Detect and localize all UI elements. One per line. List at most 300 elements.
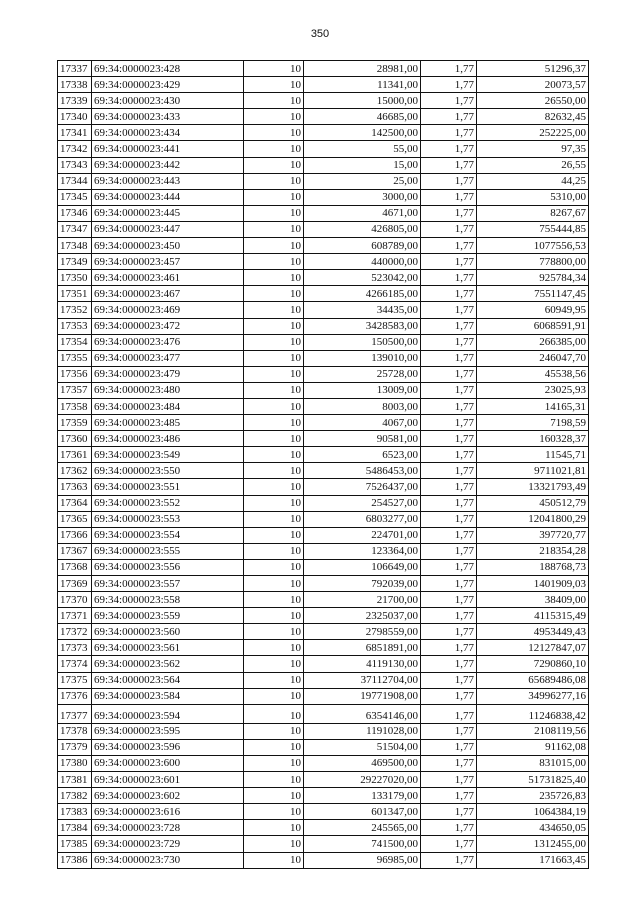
value-cell: 450512,79	[477, 495, 589, 511]
cadastral-number-cell: 69:34:0000023:560	[92, 624, 244, 640]
category-code-cell: 10	[244, 141, 304, 157]
coefficient-cell: 1,77	[421, 559, 477, 575]
row-number-cell: 17362	[58, 463, 92, 479]
area-cell: 6803277,00	[304, 511, 421, 527]
area-cell: 224701,00	[304, 527, 421, 543]
row-number-cell: 17347	[58, 221, 92, 237]
row-number-cell: 17344	[58, 173, 92, 189]
row-number-cell: 17349	[58, 254, 92, 270]
row-number-cell: 17346	[58, 205, 92, 221]
coefficient-cell: 1,77	[421, 479, 477, 495]
table-row	[58, 463, 589, 479]
value-cell: 246047,70	[477, 350, 589, 366]
category-code-cell: 10	[244, 656, 304, 672]
row-number-cell: 17383	[58, 804, 92, 820]
category-code-cell: 10	[244, 447, 304, 463]
area-cell: 254527,00	[304, 495, 421, 511]
coefficient-cell: 1,77	[421, 366, 477, 382]
coefficient-cell: 1,77	[421, 189, 477, 205]
area-cell: 7526437,00	[304, 479, 421, 495]
cadastral-number-cell: 69:34:0000023:558	[92, 592, 244, 608]
table-row	[58, 77, 589, 93]
category-code-cell: 10	[244, 608, 304, 624]
cadastral-number-cell: 69:34:0000023:479	[92, 366, 244, 382]
value-cell: 160328,37	[477, 431, 589, 447]
category-code-cell: 10	[244, 804, 304, 820]
coefficient-cell: 1,77	[421, 93, 477, 109]
area-cell: 601347,00	[304, 804, 421, 820]
value-cell: 38409,00	[477, 592, 589, 608]
cadastral-number-cell: 69:34:0000023:554	[92, 527, 244, 543]
area-cell: 440000,00	[304, 254, 421, 270]
value-cell: 1064384,19	[477, 804, 589, 820]
row-number-cell: 17367	[58, 543, 92, 559]
page-number: 350	[310, 28, 330, 40]
row-number-cell: 17376	[58, 688, 92, 704]
area-cell: 523042,00	[304, 270, 421, 286]
coefficient-cell: 1,77	[421, 495, 477, 511]
coefficient-cell: 1,77	[421, 511, 477, 527]
area-cell: 90581,00	[304, 431, 421, 447]
table-row	[58, 559, 589, 575]
coefficient-cell: 1,77	[421, 415, 477, 431]
value-cell: 7290860,10	[477, 656, 589, 672]
row-number-cell: 17356	[58, 366, 92, 382]
area-cell: 3428583,00	[304, 318, 421, 334]
value-cell: 1401909,03	[477, 576, 589, 592]
row-number-cell: 17374	[58, 656, 92, 672]
value-cell: 2108119,56	[477, 723, 589, 739]
coefficient-cell: 1,77	[421, 739, 477, 755]
area-cell: 792039,00	[304, 576, 421, 592]
coefficient-cell: 1,77	[421, 543, 477, 559]
coefficient-cell: 1,77	[421, 576, 477, 592]
coefficient-cell: 1,77	[421, 205, 477, 221]
category-code-cell: 10	[244, 398, 304, 414]
category-code-cell: 10	[244, 739, 304, 755]
area-cell: 28981,00	[304, 61, 421, 77]
area-cell: 96985,00	[304, 852, 421, 868]
area-cell: 37112704,00	[304, 672, 421, 688]
value-cell: 60949,95	[477, 302, 589, 318]
table-row	[58, 788, 589, 804]
table-row	[58, 157, 589, 173]
category-code-cell: 10	[244, 463, 304, 479]
value-cell: 11246838,42	[477, 704, 589, 723]
cadastral-number-cell: 69:34:0000023:562	[92, 656, 244, 672]
area-cell: 106649,00	[304, 559, 421, 575]
table-row	[58, 688, 589, 704]
value-cell: 831015,00	[477, 755, 589, 771]
row-number-cell: 17339	[58, 93, 92, 109]
row-number-cell: 17377	[58, 704, 92, 723]
value-cell: 51731825,40	[477, 772, 589, 788]
value-cell: 14165,31	[477, 398, 589, 414]
value-cell: 1077556,53	[477, 238, 589, 254]
table-row	[58, 739, 589, 755]
category-code-cell: 10	[244, 254, 304, 270]
area-cell: 741500,00	[304, 836, 421, 852]
value-cell: 1312455,00	[477, 836, 589, 852]
cadastral-number-cell: 69:34:0000023:484	[92, 398, 244, 414]
table-row	[58, 382, 589, 398]
table-row	[58, 592, 589, 608]
table-row	[58, 723, 589, 739]
area-cell: 123364,00	[304, 543, 421, 559]
table-row	[58, 109, 589, 125]
coefficient-cell: 1,77	[421, 157, 477, 173]
area-cell: 245565,00	[304, 820, 421, 836]
category-code-cell: 10	[244, 382, 304, 398]
coefficient-cell: 1,77	[421, 447, 477, 463]
value-cell: 51296,37	[477, 61, 589, 77]
cadastral-number-cell: 69:34:0000023:596	[92, 739, 244, 755]
area-cell: 4119130,00	[304, 656, 421, 672]
value-cell: 20073,57	[477, 77, 589, 93]
category-code-cell: 10	[244, 302, 304, 318]
area-cell: 426805,00	[304, 221, 421, 237]
coefficient-cell: 1,77	[421, 350, 477, 366]
category-code-cell: 10	[244, 270, 304, 286]
coefficient-cell: 1,77	[421, 608, 477, 624]
row-number-cell: 17352	[58, 302, 92, 318]
coefficient-cell: 1,77	[421, 109, 477, 125]
coefficient-cell: 1,77	[421, 723, 477, 739]
cadastral-number-cell: 69:34:0000023:443	[92, 173, 244, 189]
row-number-cell: 17368	[58, 559, 92, 575]
value-cell: 9711021,81	[477, 463, 589, 479]
cadastral-number-cell: 69:34:0000023:477	[92, 350, 244, 366]
table-row	[58, 125, 589, 141]
coefficient-cell: 1,77	[421, 125, 477, 141]
area-cell: 46685,00	[304, 109, 421, 125]
value-cell: 188768,73	[477, 559, 589, 575]
area-cell: 55,00	[304, 141, 421, 157]
area-cell: 4266185,00	[304, 286, 421, 302]
table-row	[58, 656, 589, 672]
category-code-cell: 10	[244, 173, 304, 189]
table-row	[58, 366, 589, 382]
cadastral-number-cell: 69:34:0000023:616	[92, 804, 244, 820]
coefficient-cell: 1,77	[421, 254, 477, 270]
category-code-cell: 10	[244, 772, 304, 788]
category-code-cell: 10	[244, 318, 304, 334]
row-number-cell: 17342	[58, 141, 92, 157]
area-cell: 25,00	[304, 173, 421, 189]
row-number-cell: 17343	[58, 157, 92, 173]
coefficient-cell: 1,77	[421, 640, 477, 656]
coefficient-cell: 1,77	[421, 286, 477, 302]
cadastral-number-cell: 69:34:0000023:450	[92, 238, 244, 254]
coefficient-cell: 1,77	[421, 431, 477, 447]
cadastral-number-cell: 69:34:0000023:434	[92, 125, 244, 141]
coefficient-cell: 1,77	[421, 527, 477, 543]
cadastral-number-cell: 69:34:0000023:729	[92, 836, 244, 852]
category-code-cell: 10	[244, 688, 304, 704]
table-row	[58, 302, 589, 318]
area-cell: 19771908,00	[304, 688, 421, 704]
value-cell: 97,35	[477, 141, 589, 157]
coefficient-cell: 1,77	[421, 592, 477, 608]
row-number-cell: 17366	[58, 527, 92, 543]
table-row	[58, 318, 589, 334]
coefficient-cell: 1,77	[421, 836, 477, 852]
value-cell: 266385,00	[477, 334, 589, 350]
cadastral-number-cell: 69:34:0000023:447	[92, 221, 244, 237]
cadastral-number-cell: 69:34:0000023:550	[92, 463, 244, 479]
table-row	[58, 238, 589, 254]
row-number-cell: 17359	[58, 415, 92, 431]
category-code-cell: 10	[244, 366, 304, 382]
cadastral-number-cell: 69:34:0000023:551	[92, 479, 244, 495]
row-number-cell: 17381	[58, 772, 92, 788]
category-code-cell: 10	[244, 755, 304, 771]
cadastral-number-cell: 69:34:0000023:430	[92, 93, 244, 109]
value-cell: 755444,85	[477, 221, 589, 237]
value-cell: 778800,00	[477, 254, 589, 270]
row-number-cell: 17373	[58, 640, 92, 656]
row-number-cell: 17350	[58, 270, 92, 286]
area-cell: 11341,00	[304, 77, 421, 93]
table-row	[58, 527, 589, 543]
cadastral-number-cell: 69:34:0000023:469	[92, 302, 244, 318]
table-row	[58, 672, 589, 688]
area-cell: 6523,00	[304, 447, 421, 463]
coefficient-cell: 1,77	[421, 270, 477, 286]
row-number-cell: 17361	[58, 447, 92, 463]
table-row	[58, 286, 589, 302]
category-code-cell: 10	[244, 543, 304, 559]
area-cell: 133179,00	[304, 788, 421, 804]
coefficient-cell: 1,77	[421, 656, 477, 672]
row-number-cell: 17337	[58, 61, 92, 77]
value-cell: 397720,77	[477, 527, 589, 543]
value-cell: 34996277,16	[477, 688, 589, 704]
category-code-cell: 10	[244, 836, 304, 852]
area-cell: 29227020,00	[304, 772, 421, 788]
value-cell: 82632,45	[477, 109, 589, 125]
coefficient-cell: 1,77	[421, 820, 477, 836]
table-row	[58, 755, 589, 771]
cadastral-number-cell: 69:34:0000023:559	[92, 608, 244, 624]
value-cell: 235726,83	[477, 788, 589, 804]
coefficient-cell: 1,77	[421, 382, 477, 398]
area-cell: 1191028,00	[304, 723, 421, 739]
area-cell: 142500,00	[304, 125, 421, 141]
table-row	[58, 608, 589, 624]
table-row	[58, 640, 589, 656]
area-cell: 2798559,00	[304, 624, 421, 640]
area-cell: 5486453,00	[304, 463, 421, 479]
value-cell: 26550,00	[477, 93, 589, 109]
row-number-cell: 17345	[58, 189, 92, 205]
value-cell: 26,55	[477, 157, 589, 173]
row-number-cell: 17380	[58, 755, 92, 771]
cadastral-number-cell: 69:34:0000023:595	[92, 723, 244, 739]
row-number-cell: 17386	[58, 852, 92, 868]
cadastral-number-cell: 69:34:0000023:445	[92, 205, 244, 221]
row-number-cell: 17365	[58, 511, 92, 527]
area-cell: 608789,00	[304, 238, 421, 254]
cadastral-number-cell: 69:34:0000023:444	[92, 189, 244, 205]
value-cell: 45538,56	[477, 366, 589, 382]
area-cell: 3000,00	[304, 189, 421, 205]
table-row	[58, 431, 589, 447]
value-cell: 12041800,29	[477, 511, 589, 527]
row-number-cell: 17385	[58, 836, 92, 852]
row-number-cell: 17357	[58, 382, 92, 398]
category-code-cell: 10	[244, 576, 304, 592]
cadastral-number-cell: 69:34:0000023:601	[92, 772, 244, 788]
coefficient-cell: 1,77	[421, 804, 477, 820]
category-code-cell: 10	[244, 559, 304, 575]
category-code-cell: 10	[244, 624, 304, 640]
coefficient-cell: 1,77	[421, 398, 477, 414]
table-row	[58, 415, 589, 431]
coefficient-cell: 1,77	[421, 61, 477, 77]
row-number-cell: 17375	[58, 672, 92, 688]
cadastral-number-cell: 69:34:0000023:461	[92, 270, 244, 286]
area-cell: 15000,00	[304, 93, 421, 109]
area-cell: 150500,00	[304, 334, 421, 350]
area-cell: 4067,00	[304, 415, 421, 431]
category-code-cell: 10	[244, 852, 304, 868]
row-number-cell: 17372	[58, 624, 92, 640]
cadastral-number-cell: 69:34:0000023:552	[92, 495, 244, 511]
cadastral-number-cell: 69:34:0000023:485	[92, 415, 244, 431]
area-cell: 6851891,00	[304, 640, 421, 656]
area-cell: 8003,00	[304, 398, 421, 414]
area-cell: 51504,00	[304, 739, 421, 755]
cadastral-number-cell: 69:34:0000023:472	[92, 318, 244, 334]
coefficient-cell: 1,77	[421, 704, 477, 723]
category-code-cell: 10	[244, 704, 304, 723]
cadastral-number-cell: 69:34:0000023:555	[92, 543, 244, 559]
area-cell: 2325037,00	[304, 608, 421, 624]
cadastral-number-cell: 69:34:0000023:600	[92, 755, 244, 771]
coefficient-cell: 1,77	[421, 463, 477, 479]
row-number-cell: 17384	[58, 820, 92, 836]
coefficient-cell: 1,77	[421, 77, 477, 93]
category-code-cell: 10	[244, 479, 304, 495]
cadastral-number-cell: 69:34:0000023:429	[92, 77, 244, 93]
area-cell: 25728,00	[304, 366, 421, 382]
table-row	[58, 398, 589, 414]
value-cell: 13321793,49	[477, 479, 589, 495]
row-number-cell: 17370	[58, 592, 92, 608]
area-cell: 21700,00	[304, 592, 421, 608]
value-cell: 65689486,08	[477, 672, 589, 688]
cadastral-number-cell: 69:34:0000023:480	[92, 382, 244, 398]
row-number-cell: 17340	[58, 109, 92, 125]
table-row	[58, 189, 589, 205]
table-body	[58, 61, 589, 869]
row-number-cell: 17379	[58, 739, 92, 755]
table-row	[58, 820, 589, 836]
coefficient-cell: 1,77	[421, 173, 477, 189]
row-number-cell: 17360	[58, 431, 92, 447]
table-row	[58, 624, 589, 640]
cadastral-number-cell: 69:34:0000023:728	[92, 820, 244, 836]
cadastral-number-cell: 69:34:0000023:557	[92, 576, 244, 592]
coefficient-cell: 1,77	[421, 238, 477, 254]
cadastral-number-cell: 69:34:0000023:457	[92, 254, 244, 270]
table-row	[58, 93, 589, 109]
cadastral-number-cell: 69:34:0000023:584	[92, 688, 244, 704]
row-number-cell: 17378	[58, 723, 92, 739]
category-code-cell: 10	[244, 77, 304, 93]
cadastral-number-cell: 69:34:0000023:730	[92, 852, 244, 868]
table-row	[58, 61, 589, 77]
category-code-cell: 10	[244, 125, 304, 141]
category-code-cell: 10	[244, 592, 304, 608]
area-cell: 469500,00	[304, 755, 421, 771]
row-number-cell: 17358	[58, 398, 92, 414]
coefficient-cell: 1,77	[421, 318, 477, 334]
value-cell: 23025,93	[477, 382, 589, 398]
coefficient-cell: 1,77	[421, 755, 477, 771]
cadastral-number-cell: 69:34:0000023:564	[92, 672, 244, 688]
area-cell: 13009,00	[304, 382, 421, 398]
table-row	[58, 495, 589, 511]
category-code-cell: 10	[244, 157, 304, 173]
value-cell: 8267,67	[477, 205, 589, 221]
category-code-cell: 10	[244, 723, 304, 739]
category-code-cell: 10	[244, 527, 304, 543]
cadastral-number-cell: 69:34:0000023:467	[92, 286, 244, 302]
table-row	[58, 511, 589, 527]
table-row	[58, 543, 589, 559]
table-row	[58, 852, 589, 868]
value-cell: 7551147,45	[477, 286, 589, 302]
cadastral-number-cell: 69:34:0000023:553	[92, 511, 244, 527]
cadastral-number-cell: 69:34:0000023:476	[92, 334, 244, 350]
table-row	[58, 350, 589, 366]
category-code-cell: 10	[244, 431, 304, 447]
table-row	[58, 836, 589, 852]
category-code-cell: 10	[244, 109, 304, 125]
value-cell: 4115315,49	[477, 608, 589, 624]
category-code-cell: 10	[244, 511, 304, 527]
table-row	[58, 173, 589, 189]
row-number-cell: 17353	[58, 318, 92, 334]
category-code-cell: 10	[244, 61, 304, 77]
table-row	[58, 270, 589, 286]
row-number-cell: 17363	[58, 479, 92, 495]
table-row	[58, 447, 589, 463]
value-cell: 4953449,43	[477, 624, 589, 640]
row-number-cell: 17355	[58, 350, 92, 366]
row-number-cell: 17369	[58, 576, 92, 592]
cadastral-number-cell: 69:34:0000023:594	[92, 704, 244, 723]
area-cell: 4671,00	[304, 205, 421, 221]
value-cell: 91162,08	[477, 739, 589, 755]
cadastral-number-cell: 69:34:0000023:428	[92, 61, 244, 77]
category-code-cell: 10	[244, 205, 304, 221]
value-cell: 7198,59	[477, 415, 589, 431]
row-number-cell: 17348	[58, 238, 92, 254]
cadastral-number-cell: 69:34:0000023:556	[92, 559, 244, 575]
row-number-cell: 17371	[58, 608, 92, 624]
category-code-cell: 10	[244, 495, 304, 511]
area-cell: 6354146,00	[304, 704, 421, 723]
cadastral-number-cell: 69:34:0000023:441	[92, 141, 244, 157]
category-code-cell: 10	[244, 415, 304, 431]
cadastral-number-cell: 69:34:0000023:433	[92, 109, 244, 125]
cadastral-number-cell: 69:34:0000023:442	[92, 157, 244, 173]
coefficient-cell: 1,77	[421, 302, 477, 318]
category-code-cell: 10	[244, 221, 304, 237]
